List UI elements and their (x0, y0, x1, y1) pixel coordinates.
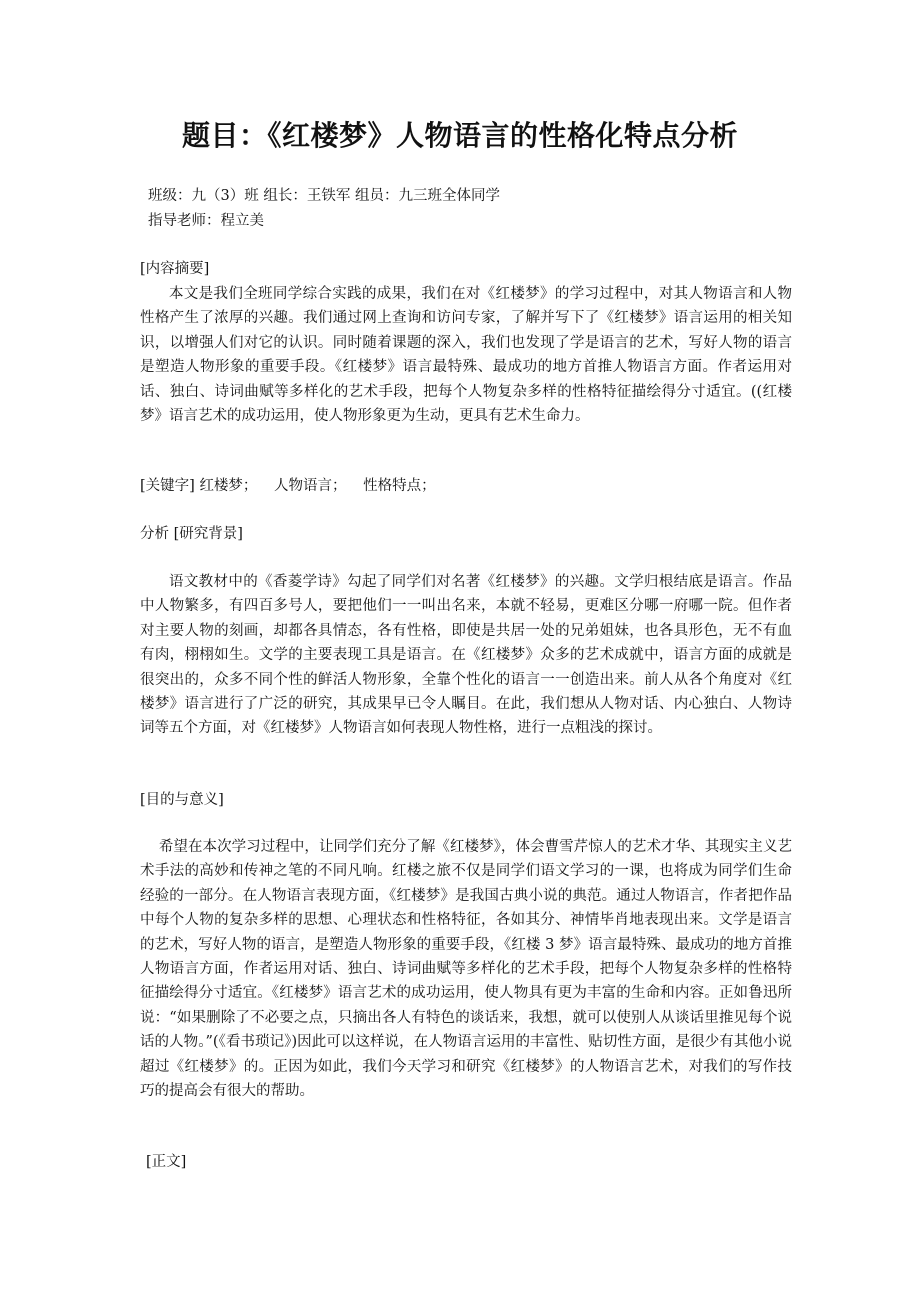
summary-heading: [内容摘要] (140, 261, 210, 277)
purpose-heading: [目的与意义] (140, 792, 224, 808)
body-heading: [正文] (146, 1154, 187, 1170)
advisor-line: 指导老师：程立美 (148, 213, 264, 229)
keywords-heading: [关键字] (140, 478, 195, 494)
background-heading: 分析 [研究背景] (140, 526, 243, 542)
keyword-item: 人物语言； (274, 478, 347, 494)
summary-paragraph: 本文是我们全班同学综合实践的成果，我们在对《红楼梦》的学习过程中，对其人物语言和人物性格产生了浓厚的兴趣。我们通过网上查询和访问专家，了解并写下了《红楼梦》语言运用的相关知识，以增强人们对它的认识。同时随着课题的深入，我们也发现了学是语言的艺术，写好人物的语言是塑造人物形象的重要手段。《红楼梦》语言最特殊、最成功的地方首推人物语言方面。作者运用对话、独白、诗词曲赋等多样化的艺术手段，把每个人物复杂多样的性格特征描绘得分寸适宜。((红楼梦》语言艺术的成功运用，使人物形象更为生动，更具有艺术生命力。 (140, 286, 792, 425)
background-paragraph: 语文教材中的《香菱学诗》勾起了同学们对名著《红楼梦》的兴趣。文学归根结底是语言。作品中人物繁多，有四百多号人，要把他们一一叫出名来，本就不轻易，更难区分哪一府哪一院。但作者对主要人物的刻画，却都各具情态，各有性格，即使是共居一处的兄弟姐妹，也各具形色，无不有血有肉，栩栩如生。文学的主要表现工具是语言。在《红楼梦》众多的艺术成就中，语言方面的成就是很突出的，众多不同个性的鲜活人物形象，全靠个性化的语言一一创造出来。前人从各个角度对《红楼梦》语言进行了广泛的研究，其成果早已令人瞩目。在此，我们想从人物对话、内心独白、人物诗词等五个方面，对《红楼梦》人物语言如何表现人物性格，进行一点粗浅的探讨。 (140, 574, 792, 737)
keyword-item: 红楼梦； (199, 478, 258, 494)
keyword-item: 性格特点； (363, 478, 436, 494)
purpose-paragraph: 希望在本次学习过程中，让同学们充分了解《红楼梦》，体会曹雪芹惊人的艺术才华、其现实主义艺术手法的高妙和传神之笔的不同凡响。红楼之旅不仅是同学们语文学习的一课，也将成为同学们生命经验的一部分。在人物语言表现方面，《红楼梦》是我国古典小说的典范。通过人物语言，作者把作品中每个人物的复杂多样的思想、心理状态和性格特征，各如其分、神情毕肖地表现出来。文学是语言的艺术，写好人物的语言，是塑造人物形象的重要手段，《红楼 3 梦》语言最特殊、最成功的地方首推人物语言方面，作者运用对话、独白、诗词曲赋等多样化的艺术手段，把每个人物复杂多样的性格特征描绘得分寸适宜。《红楼梦》语言艺术的成功运用，使人物具有更为丰富的生命和内容。正如鲁迅所说：“如果删除了不必要之点，只摘出各人有特色的谈话来，我想，就可以使别人从谈话里推见每个说话的人物。”(《看书琐记》)因此可以这样说，在人物语言运用的丰富性、贴切性方面，是很少有其他小说超过《红楼梦》的。正因为如此，我们今天学习和研究《红楼梦》的人物语言艺术，对我们的写作技巧的提高会有很大的帮助。 (140, 839, 792, 1100)
class-info-line: 班级：九（3）班 组长：王铁军 组员：九三班全体同学 (148, 188, 500, 204)
keywords-line (140, 476, 448, 496)
document-title: 题目：《红楼梦》人物语言的性格化特点分析 (181, 119, 738, 152)
